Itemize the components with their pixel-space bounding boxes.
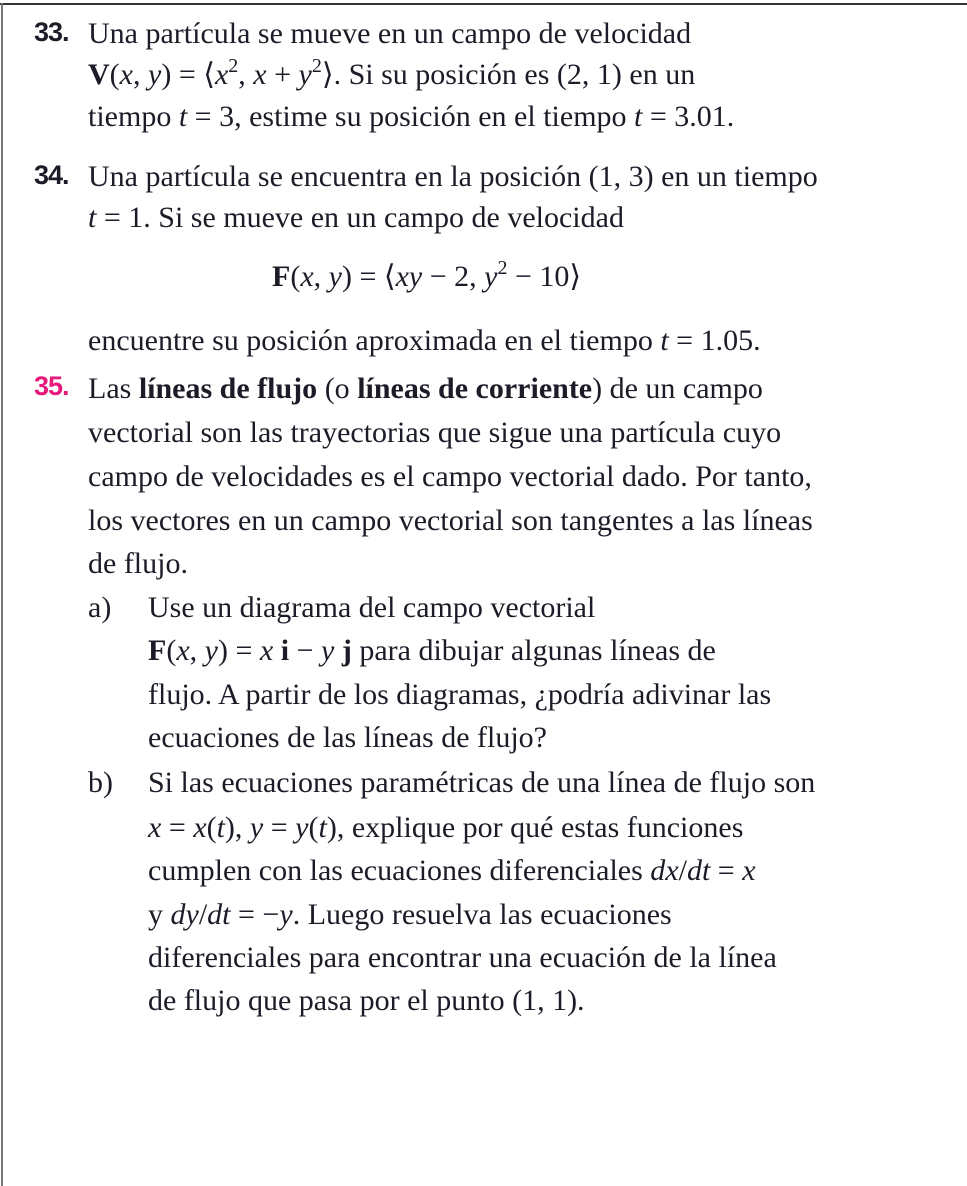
text-segment: F — [272, 260, 291, 293]
text-segment: , — [189, 634, 205, 667]
text-segment: x — [742, 854, 756, 887]
text-segment: dy — [170, 898, 199, 931]
text-segment: tiempo — [88, 100, 179, 133]
text-segment: (o — [317, 372, 358, 405]
text-segment: = — [161, 811, 194, 844]
text-segment: ⟩. Si su posición es (2, 1) en un — [321, 58, 696, 91]
text-line — [148, 940, 777, 976]
text-segment: de flujo que pasa por el punto (1, 1). — [148, 984, 585, 1017]
text-line — [148, 590, 595, 626]
text-segment: y — [328, 260, 342, 293]
text-segment: ( — [308, 811, 319, 844]
text-segment: y — [204, 634, 218, 667]
text-segment: = − — [230, 898, 280, 931]
text-segment: y — [484, 260, 498, 293]
text-segment: = 1.05. — [668, 324, 761, 357]
text-segment: x — [193, 811, 207, 844]
text-segment: Las — [88, 372, 139, 405]
superscript: 2 — [497, 257, 508, 279]
text-segment: = 1. Si se mueve en un campo de velocidad — [96, 201, 624, 234]
text-segment: Si las ecuaciones paramétricas de una línea de flujo son — [148, 766, 816, 799]
text-segment: y — [279, 898, 293, 931]
text-segment: ) = — [217, 634, 260, 667]
problem-35-number: 35. — [34, 371, 69, 401]
text-segment: x — [176, 634, 190, 667]
text-segment: t — [634, 100, 643, 133]
problem-34-number: 34. — [34, 160, 69, 190]
text-segment: ), — [224, 811, 250, 844]
text-line — [88, 159, 818, 195]
text-segment: xy — [395, 260, 423, 293]
text-line — [148, 765, 815, 801]
text-segment: Una partícula se mueve en un campo de velocidad — [88, 17, 692, 50]
text-segment: x — [300, 260, 314, 293]
text-segment: y — [148, 58, 162, 91]
text-line — [88, 57, 695, 93]
text-segment: dt — [207, 898, 231, 931]
text-segment: ) = ⟨ — [341, 260, 396, 293]
text-segment: , — [313, 260, 329, 293]
text-segment: t — [318, 811, 327, 844]
text-line — [272, 259, 581, 295]
text-segment: F — [148, 634, 167, 667]
text-segment: ( — [290, 260, 301, 293]
text-line — [148, 677, 771, 713]
text-segment: = 3, estime su posición en el tiempo — [187, 100, 635, 133]
text-segment: Use un diagrama del campo vectorial — [148, 591, 596, 624]
text-segment: x — [119, 58, 133, 91]
text-line — [148, 720, 547, 756]
text-segment: y — [249, 811, 264, 844]
superscript: 2 — [228, 55, 239, 77]
text-segment: x — [259, 634, 274, 667]
text-line — [88, 415, 781, 451]
text-line — [88, 459, 812, 495]
text-line — [88, 503, 813, 539]
text-segment: y — [321, 634, 335, 667]
text-line — [88, 546, 188, 582]
text-segment: , — [238, 58, 254, 91]
text-segment: campo de velocidades es el campo vectorial dado. Por tanto, — [88, 460, 812, 493]
text-line — [148, 853, 756, 889]
text-segment: y — [148, 898, 171, 931]
text-line — [148, 983, 585, 1019]
text-segment: = — [263, 811, 296, 844]
text-segment: i — [280, 634, 290, 667]
text-segment: / — [198, 898, 208, 931]
text-segment: vectorial son las trayectorias que sigue una partícula cuyo — [88, 416, 782, 449]
text-segment: ( — [206, 811, 217, 844]
text-segment: t — [660, 324, 669, 357]
text-segment: x — [253, 58, 267, 91]
text-line — [88, 99, 734, 135]
part-b-label: b) — [88, 766, 113, 799]
text-line — [88, 16, 691, 52]
text-segment: − 2, — [422, 260, 485, 293]
text-segment: líneas de corriente — [357, 372, 593, 405]
text-segment: dt — [686, 854, 711, 887]
top-rule — [0, 3, 967, 5]
text-segment: ( — [109, 58, 120, 91]
text-line — [148, 810, 743, 846]
text-segment: = — [710, 854, 743, 887]
left-rule — [1, 3, 3, 1186]
text-segment: diferenciales para encontrar una ecuación de la línea — [148, 941, 777, 974]
text-segment: x — [148, 811, 162, 844]
text-segment: t — [178, 100, 188, 133]
text-segment: t — [88, 201, 97, 234]
text-segment: x — [214, 58, 229, 91]
text-segment: V — [88, 58, 110, 91]
text-segment: los vectores en un campo vectorial son tangentes a las líneas — [88, 504, 813, 537]
text-line — [148, 633, 716, 669]
text-segment: cumplen con las ecuaciones diferenciales — [148, 854, 651, 887]
text-segment: Una partícula se encuentra en la posición (1, 3) en un tiempo — [88, 160, 818, 193]
text-segment: ) de un campo — [592, 372, 763, 405]
text-segment: . Luego resuelva las ecuaciones — [292, 898, 672, 931]
text-segment: ecuaciones de las líneas de flujo? — [148, 721, 547, 754]
text-segment: y — [298, 58, 312, 91]
text-segment: , — [133, 58, 148, 91]
text-segment: + — [266, 58, 299, 91]
text-segment: = 3.01. — [642, 100, 735, 133]
text-segment: para dibujar algunas líneas de — [351, 634, 716, 667]
text-segment: − — [289, 634, 321, 667]
text-segment: y — [295, 811, 309, 844]
text-segment: ( — [166, 634, 177, 667]
text-segment — [334, 634, 342, 667]
text-segment: líneas de flujo — [138, 372, 318, 405]
text-segment: t — [216, 811, 225, 844]
superscript: 2 — [311, 55, 322, 77]
text-segment: de flujo. — [88, 547, 188, 580]
text-segment: / — [678, 854, 687, 887]
text-segment: encuentre su posición aproximada en el tiempo — [88, 324, 661, 357]
text-segment: j — [341, 634, 352, 667]
text-line — [148, 897, 672, 933]
text-line — [88, 371, 763, 407]
text-segment — [273, 634, 281, 667]
part-a-label: a) — [88, 591, 112, 624]
text-segment: flujo. A partir de los diagramas, ¿podría adivinar las — [148, 678, 772, 711]
text-line — [88, 323, 761, 359]
text-line — [88, 200, 624, 236]
problem-33-number: 33. — [34, 17, 69, 47]
text-segment: ) = ⟨ — [161, 58, 215, 91]
text-segment: dx — [650, 854, 679, 887]
text-segment: − 10⟩ — [507, 260, 582, 293]
text-segment: ), explique por qué estas funciones — [326, 811, 744, 844]
